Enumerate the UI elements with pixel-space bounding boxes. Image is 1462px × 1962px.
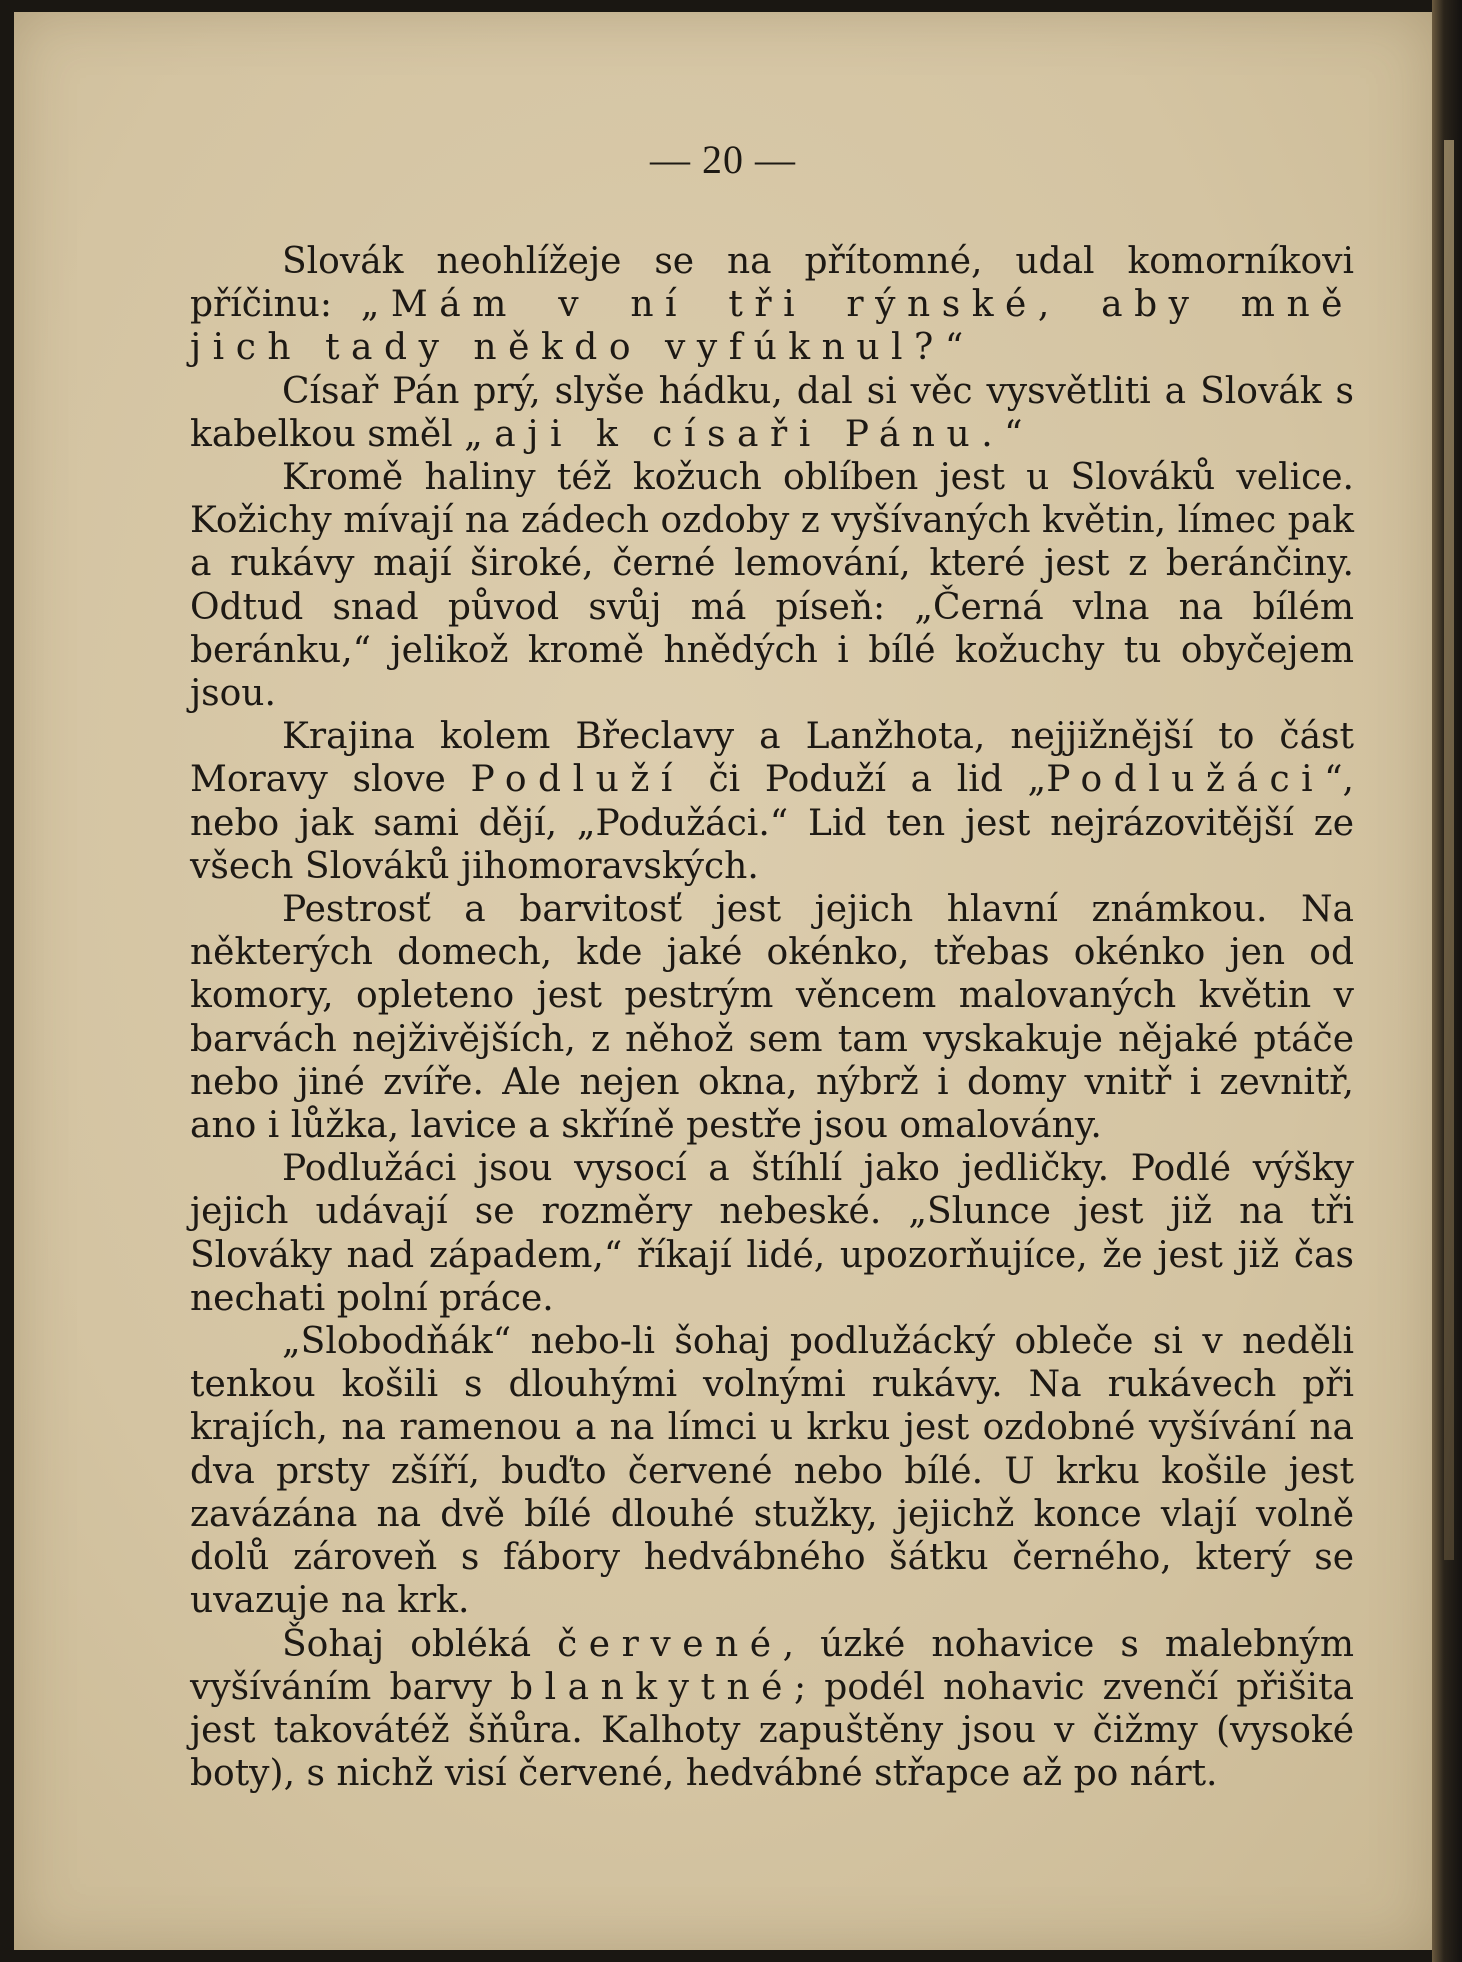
paragraph [190, 1623, 1354, 1796]
paragraph [190, 456, 1354, 715]
text-run: “, nebo jak sami dějí, „Podužáci.“ Lid ten jest nejrázovitější ze všech Slováků jihomoravských. [190, 759, 1355, 887]
text-run: Pestrosť a barvitosť jest jejich hlavní známkou. Na některých domech, kde jaké okénko, třebas okénko jen od komory, opleteno jest pestrým věncem malovaných květin v barvách nejživějších, z něhož sem tam vyskakuje nějaké ptáče nebo jiné zvíře. Ale nejen okna, nýbrž i domy vnitř i zevnitř, ano i lůžka, lavice a skříně pestře jsou omalovány. [190, 889, 1354, 1147]
text-run: Slovák neohlížeje se na přítomné, udal komorníkovi příčinu: [190, 241, 1354, 326]
text-run: Císař Pán prý, slyše hádku, dal si věc vysvětliti a Slovák s kabelkou směl [190, 370, 1354, 455]
paragraph [190, 240, 1354, 370]
page-sheet [14, 12, 1432, 1950]
page-number: — 20 — [650, 137, 796, 182]
paragraph [190, 370, 1354, 456]
text-run: Šohaj obléká [282, 1623, 558, 1665]
paragraph [190, 1147, 1354, 1320]
text-run: Podlužáci jsou vysocí a štíhlí jako jedličky. Podlé výšky jejich udávají se rozměry nebeské. „Slunce jest již na tři Slováky nad západem,“ říkají lidé, upozorňujíce, že jest již čas nechati polní práce. [190, 1148, 1354, 1319]
text-run-spaced: Podlužáci [1046, 759, 1325, 801]
text-run: Krajina kolem Břeclavy a Lanžhota, nejjižnější to část Moravy slove [190, 716, 1354, 801]
paragraph [190, 888, 1354, 1147]
text-run: či Poduží a lid „ [683, 759, 1047, 801]
text-run: Kromě haliny též kožuch oblíben jest u Slováků velice. Kožichy mívají na zádech ozdoby z vyšívaných květin, límec pak a rukávy mají široké, černé lemování, které jest z beránčiny. Odtud snad původ svůj má píseň: „Černá vlna na bílém beránku,“ jelikož kromě hnědých i bílé kožuchy tu obyčejem jsou. [190, 457, 1354, 715]
paragraph [190, 715, 1354, 888]
text-run: , úzké nohavice s malebným vyšíváním barvy [190, 1623, 1354, 1708]
text-run-spaced: červené [557, 1623, 783, 1665]
body-text [190, 240, 1354, 1795]
text-run: „Slobodňák“ nebo-li šohaj podlužácký obleče si v neděli tenkou košili s dlouhými volnými rukávy. Na rukávech při krajích, na ramenou a na límci u krku jest ozdobné vyšívání na dva prsty zšíří, buďto červené nebo bílé. U krku košile jest zavázána na dvě bílé dlouhé stužky, jejichž konce vlají volně dolů zároveň s fábory hedvábného šátku černého, který se uvazuje na krk. [190, 1321, 1354, 1622]
text-run-spaced: „Mám v ní tři rýnské, aby mně jich tady někdo vyfúknul?“ [190, 284, 1354, 369]
text-run: ; podél nohavic zvenčí přišita jest takovátéž šňůra. Kalhoty zapuštěny jsou v čižmy (vysoké boty), s nichž visí červené, hedvábné střapce až po nárt. [190, 1666, 1354, 1795]
paragraph [190, 1320, 1354, 1622]
text-run-spaced: Podluží [470, 759, 684, 801]
spine-highlight [1444, 140, 1454, 1560]
text-run-spaced: „aji k císaři Pánu.“ [464, 413, 1035, 455]
book-spine-edge [1432, 0, 1462, 1962]
text-run-spaced: blankytné [510, 1666, 794, 1708]
